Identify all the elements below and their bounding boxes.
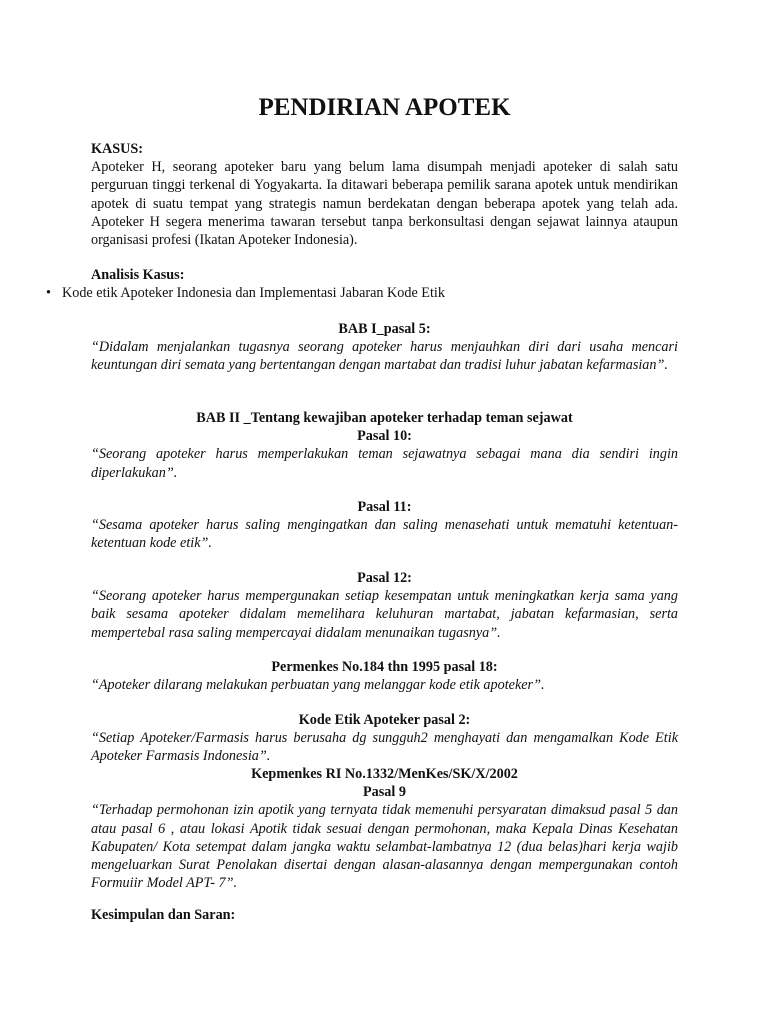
- section-quote: “Seorang apoteker harus memperlakukan teman sejawatnya sebagai mana dia sendiri ingin diperlakukan”.: [91, 446, 678, 481]
- section-kode-etik: [91, 711, 678, 766]
- analisis-heading: [91, 266, 678, 284]
- section-subheading: Pasal 10:: [357, 428, 412, 445]
- kesimpulan-section: [91, 906, 678, 924]
- page-title: PENDIRIAN APOTEK: [258, 94, 511, 121]
- section-pasal11: [91, 498, 678, 553]
- section-kepmenkes: [91, 765, 678, 892]
- analisis-heading-text: Analisis Kasus:: [91, 267, 185, 283]
- analisis-bullet-text: Kode etik Apoteker Indonesia dan Implementasi Jabaran Kode Etik: [62, 285, 445, 301]
- section-bab1: [91, 320, 678, 375]
- section-pasal12: [91, 569, 678, 642]
- section-bab2: [91, 409, 678, 482]
- section-heading: Pasal 11:: [357, 499, 412, 515]
- section-heading: BAB I_pasal 5:: [338, 321, 431, 337]
- section-quote: “Terhadap permohonan izin apotik yang ternyata tidak memenuhi persyaratan dimaksud pasal 5 dan atau pasal 6 , atau lokasi Apotik tidak sesuai dengan permohonan, maka Kepala Dinas Kesehatan Kabupaten/ Kota setempat dalam jangka waktu selambat-lambatnya 12 (dua belas)hari kerja wajib mengeluarkan Surat Penolakan disertai dengan alasan-alasannya dengan mempergunakan contoh Formuiir Model APT- 7”.: [91, 802, 678, 892]
- section-heading: Kepmenkes RI No.1332/MenKes/SK/X/2002: [251, 766, 518, 782]
- section-quote: “Didalam menjalankan tugasnya seorang apoteker harus menjauhkan diri dari usaha mencari keuntungan diri semata yang bertentangan dengan martabat dan tradisi luhur jabatan kefarmasian”.: [91, 339, 678, 374]
- kesimpulan-heading: Kesimpulan dan Saran:: [91, 907, 236, 923]
- bullet-icon: •: [46, 285, 51, 301]
- section-subheading: Pasal 9: [363, 784, 406, 801]
- kasus-text: Apoteker H, seorang apoteker baru yang belum lama disumpah menjadi apoteker di salah satu perguruan tinggi terkenal di Yogyakarta. Ia ditawari beberapa pemilik sarana apotek untuk mendirikan apotek di suatu tempat yang strategis namun berdekatan dengan beberapa apotek yang telah ada. Apoteker H segera menerima tawaran tersebut tanpa berkonsultasi dengan sejawat lainnya ataupun organisasi profesi (Ikatan Apoteker Indonesia).: [91, 159, 678, 249]
- section-heading: BAB II _Tentang kewajiban apoteker terhadap teman sejawat: [196, 410, 573, 426]
- section-quote: “Setiap Apoteker/Farmasis harus berusaha dg sungguh2 menghayati dan mengamalkan Kode Etik Apoteker Farmasis Indonesia”.: [91, 730, 678, 765]
- section-quote: “Sesama apoteker harus saling mengingatkan dan saling menasehati untuk mematuhi ketentuan-ketentuan kode etik”.: [91, 517, 678, 552]
- section-heading: Pasal 12:: [357, 570, 412, 586]
- section-quote: “Seorang apoteker harus mempergunakan setiap kesempatan untuk meningkatkan kerja sama yang baik sesama apoteker didalam memelihara keluhuran martabat, jabatan kefarmasian, serta mempertebal rasa saling mempercayai didalam menunaikan tugasnya”.: [91, 588, 678, 641]
- section-quote: “Apoteker dilarang melakukan perbuatan yang melanggar kode etik apoteker”.: [91, 677, 545, 694]
- section-heading: Permenkes No.184 thn 1995 pasal 18:: [271, 659, 498, 675]
- section-heading: Kode Etik Apoteker pasal 2:: [298, 712, 471, 728]
- kasus-heading: KASUS:: [91, 141, 144, 157]
- section-permenkes: [91, 658, 678, 694]
- kasus-section: [91, 140, 678, 249]
